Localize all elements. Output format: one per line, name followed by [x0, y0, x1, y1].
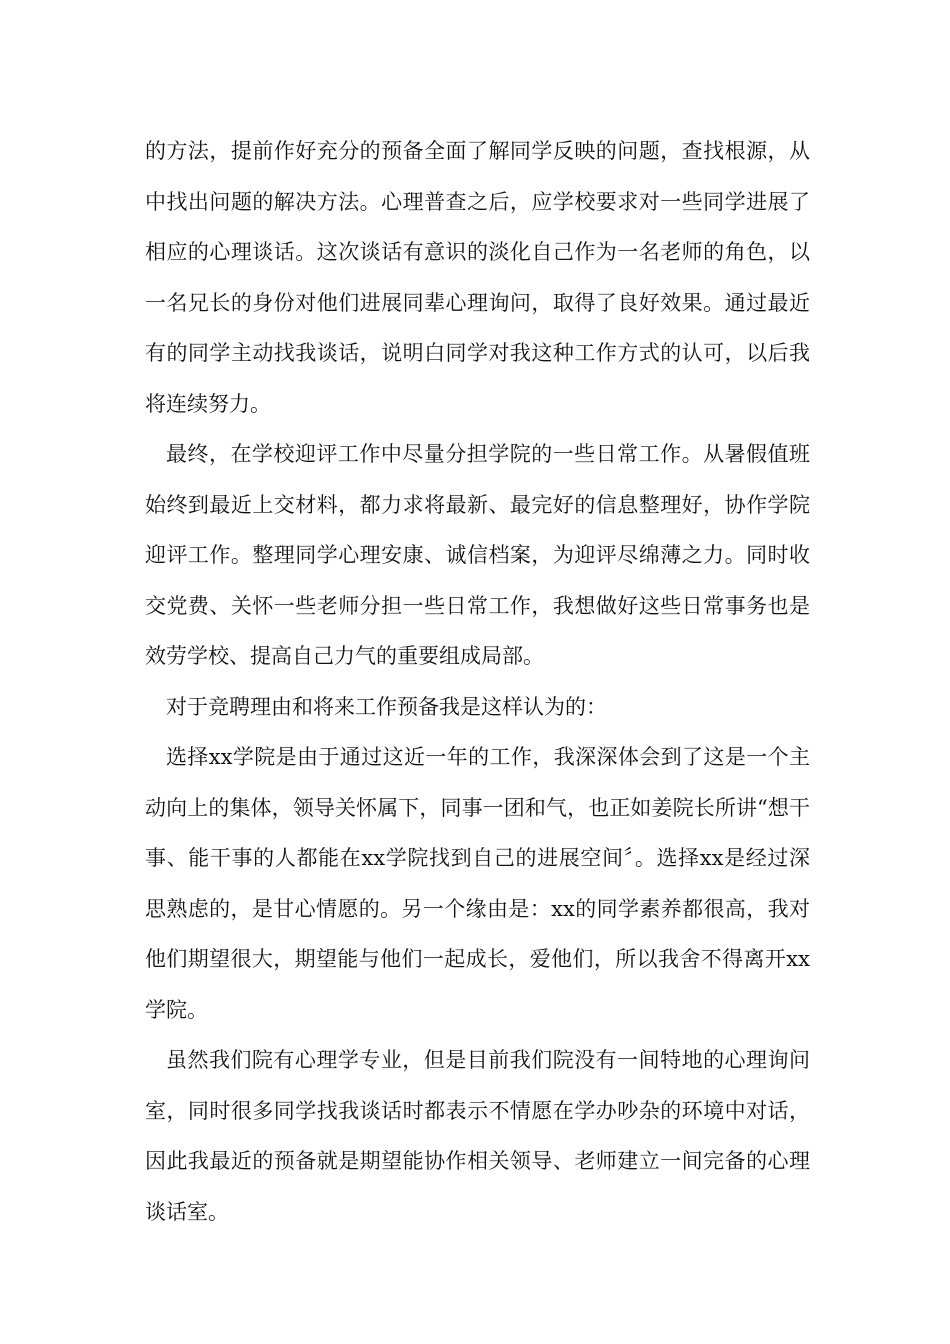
paragraph-5: 虽然我们院有心理学专业，但是目前我们院没有一间特地的心理询问室，同时很多同学找我谈话时都表示不情愿在学办吵杂的环境中对话，因此我最近的预备就是期望能协作相关领导、老师建立一间完备的心理谈话室。	[145, 1048, 810, 1224]
paragraph-1: 的方法，提前作好充分的预备全面了解同学反映的问题，查找根源，从中找出问题的解决方法。心理普查之后，应学校要求对一些同学进展了相应的心理谈话。这次谈话有意识的淡化自己作为一名老师的角色，以一名兄长的身份对他们进展同辈心理询问，取得了良好效果。通过最近有的同学主动找我谈话，说明白同学对我这种工作方式的认可，以后我将连续努力。	[145, 139, 810, 416]
document-body	[145, 126, 810, 1237]
paragraph-2: 最终，在学校迎评工作中尽量分担学院的一些日常工作。从暑假值班始终到最近上交材料，都力求将最新、最完好的信息整理好，协作学院迎评工作。整理同学心理安康、诚信档案，为迎评尽绵薄之力。同时收交党费、关怀一些老师分担一些日常工作，我想做好这些日常事务也是效劳学校、提高自己力气的重要组成局部。	[145, 442, 810, 668]
paragraph-3: 对于竞聘理由和将来工作预备我是这样认为的：	[166, 694, 607, 719]
paragraph-4: 选择xx学院是由于通过这近一年的工作，我深深体会到了这是一个主动向上的集体，领导关怀属下，同事一团和气，也正如姜院长所讲“想干事、能干事的人都能在xx学院找到自己的进展空间〞。选择xx是经过深思熟虑的，是甘心情愿的。另一个缘由是：xx的同学素养都很高，我对他们期望很大，期望能与他们一起成长，爱他们，所以我舍不得离开xx学院。	[145, 745, 810, 1022]
